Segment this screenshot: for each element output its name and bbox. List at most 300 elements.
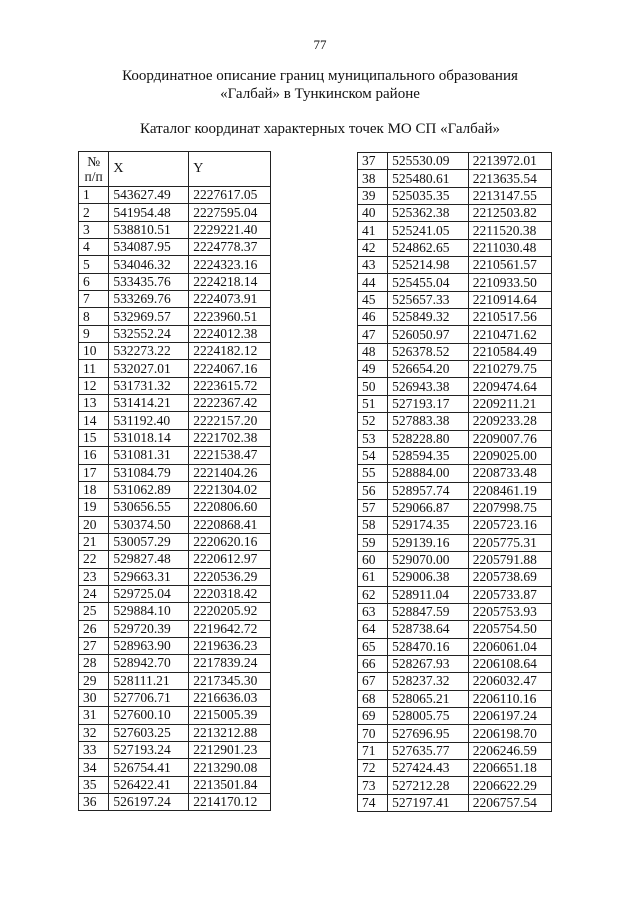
y-coordinate: 2213290.08 xyxy=(189,759,271,776)
x-coordinate: 527600.10 xyxy=(109,707,189,724)
table-row xyxy=(358,187,552,204)
table-row xyxy=(79,273,271,290)
header-number-abbr: п/п xyxy=(84,169,103,184)
x-coordinate: 525035.35 xyxy=(388,187,469,204)
page-number: 77 xyxy=(313,37,327,52)
y-coordinate: 2205754.50 xyxy=(468,621,551,638)
point-number: 32 xyxy=(79,724,109,741)
point-number: 71 xyxy=(358,742,388,759)
table-row xyxy=(79,429,271,446)
y-coordinate: 2209233.28 xyxy=(468,413,551,430)
y-coordinate: 2223960.51 xyxy=(189,308,271,325)
x-coordinate: 528267.93 xyxy=(388,655,469,672)
y-coordinate: 2209007.76 xyxy=(468,430,551,447)
point-number: 13 xyxy=(79,395,109,412)
point-number: 1 xyxy=(79,187,109,204)
point-number: 25 xyxy=(79,603,109,620)
y-coordinate: 2214170.12 xyxy=(189,794,271,811)
table-row xyxy=(79,291,271,308)
y-coordinate: 2205723.16 xyxy=(468,517,551,534)
coordinates-table-right xyxy=(357,152,552,812)
y-coordinate: 2213972.01 xyxy=(468,153,551,170)
x-coordinate: 528963.90 xyxy=(109,637,189,654)
x-coordinate: 532027.01 xyxy=(109,360,189,377)
table-row xyxy=(358,291,552,308)
y-coordinate: 2208461.19 xyxy=(468,482,551,499)
x-coordinate: 528111.21 xyxy=(109,672,189,689)
point-number: 6 xyxy=(79,273,109,290)
y-coordinate: 2215005.39 xyxy=(189,707,271,724)
point-number: 39 xyxy=(358,187,388,204)
table-row xyxy=(358,517,552,534)
x-coordinate: 527197.41 xyxy=(388,794,469,811)
y-coordinate: 2210914.64 xyxy=(468,291,551,308)
x-coordinate: 529070.00 xyxy=(388,551,469,568)
y-coordinate: 2210933.50 xyxy=(468,274,551,291)
x-coordinate: 534046.32 xyxy=(109,256,189,273)
point-number: 4 xyxy=(79,239,109,256)
x-coordinate: 528594.35 xyxy=(388,447,469,464)
y-coordinate: 2210279.75 xyxy=(468,361,551,378)
y-coordinate: 2227617.05 xyxy=(189,187,271,204)
table-row xyxy=(79,377,271,394)
x-coordinate: 529884.10 xyxy=(109,603,189,620)
table-row xyxy=(358,551,552,568)
point-number: 37 xyxy=(358,153,388,170)
x-coordinate: 528738.64 xyxy=(388,621,469,638)
y-coordinate: 2206246.59 xyxy=(468,742,551,759)
point-number: 15 xyxy=(79,429,109,446)
x-coordinate: 528065.21 xyxy=(388,690,469,707)
x-coordinate: 538810.51 xyxy=(109,221,189,238)
y-coordinate: 2219642.72 xyxy=(189,620,271,637)
table-row xyxy=(79,689,271,706)
y-coordinate: 2213501.84 xyxy=(189,776,271,793)
table-row xyxy=(358,499,552,516)
table-row xyxy=(358,170,552,187)
y-coordinate: 2224067.16 xyxy=(189,360,271,377)
point-number: 33 xyxy=(79,742,109,759)
table-row xyxy=(358,708,552,725)
y-coordinate: 2206757.54 xyxy=(468,794,551,811)
table-row xyxy=(79,637,271,654)
y-coordinate: 2208733.48 xyxy=(468,465,551,482)
point-number: 31 xyxy=(79,707,109,724)
point-number: 36 xyxy=(79,794,109,811)
table-row xyxy=(79,221,271,238)
y-coordinate: 2206032.47 xyxy=(468,673,551,690)
y-coordinate: 2220612.97 xyxy=(189,551,271,568)
header-number xyxy=(79,152,109,187)
table-row xyxy=(79,256,271,273)
point-number: 47 xyxy=(358,326,388,343)
point-number: 7 xyxy=(79,291,109,308)
point-number: 54 xyxy=(358,447,388,464)
x-coordinate: 527696.95 xyxy=(388,725,469,742)
y-coordinate: 2224218.14 xyxy=(189,273,271,290)
point-number: 48 xyxy=(358,343,388,360)
point-number: 74 xyxy=(358,794,388,811)
x-coordinate: 525455.04 xyxy=(388,274,469,291)
table-row xyxy=(79,620,271,637)
x-coordinate: 531731.32 xyxy=(109,377,189,394)
point-number: 26 xyxy=(79,620,109,637)
point-number: 52 xyxy=(358,413,388,430)
y-coordinate: 2210584.49 xyxy=(468,343,551,360)
point-number: 45 xyxy=(358,291,388,308)
table-row xyxy=(358,638,552,655)
x-coordinate: 531018.14 xyxy=(109,429,189,446)
x-coordinate: 530057.29 xyxy=(109,533,189,550)
table-row xyxy=(79,759,271,776)
y-coordinate: 2220868.41 xyxy=(189,516,271,533)
header-y: Y xyxy=(189,152,271,187)
y-coordinate: 2207998.75 xyxy=(468,499,551,516)
table-row xyxy=(79,776,271,793)
point-number: 70 xyxy=(358,725,388,742)
point-number: 12 xyxy=(79,377,109,394)
x-coordinate: 528911.04 xyxy=(388,586,469,603)
y-coordinate: 2221304.02 xyxy=(189,481,271,498)
y-coordinate: 2213147.55 xyxy=(468,187,551,204)
table-row xyxy=(79,395,271,412)
y-coordinate: 2220806.60 xyxy=(189,499,271,516)
point-number: 65 xyxy=(358,638,388,655)
y-coordinate: 2221538.47 xyxy=(189,447,271,464)
y-coordinate: 2224778.37 xyxy=(189,239,271,256)
table-row xyxy=(358,430,552,447)
x-coordinate: 528957.74 xyxy=(388,482,469,499)
y-coordinate: 2210517.56 xyxy=(468,309,551,326)
x-coordinate: 529725.04 xyxy=(109,585,189,602)
point-number: 17 xyxy=(79,464,109,481)
point-number: 27 xyxy=(79,637,109,654)
y-coordinate: 2206198.70 xyxy=(468,725,551,742)
x-coordinate: 529827.48 xyxy=(109,551,189,568)
y-coordinate: 2212503.82 xyxy=(468,205,551,222)
x-coordinate: 530656.55 xyxy=(109,499,189,516)
y-coordinate: 2217345.30 xyxy=(189,672,271,689)
x-coordinate: 528942.70 xyxy=(109,655,189,672)
y-coordinate: 2205738.69 xyxy=(468,569,551,586)
table-row xyxy=(79,412,271,429)
table-row xyxy=(79,672,271,689)
point-number: 30 xyxy=(79,689,109,706)
table-row xyxy=(358,655,552,672)
x-coordinate: 525657.33 xyxy=(388,291,469,308)
x-coordinate: 531062.89 xyxy=(109,481,189,498)
point-number: 40 xyxy=(358,205,388,222)
x-coordinate: 528884.00 xyxy=(388,465,469,482)
point-number: 57 xyxy=(358,499,388,516)
table-row xyxy=(358,257,552,274)
table-row xyxy=(79,499,271,516)
x-coordinate: 526378.52 xyxy=(388,343,469,360)
x-coordinate: 529139.16 xyxy=(388,534,469,551)
point-number: 9 xyxy=(79,325,109,342)
point-number: 5 xyxy=(79,256,109,273)
x-coordinate: 533435.76 xyxy=(109,273,189,290)
table-row xyxy=(358,343,552,360)
x-coordinate: 526654.20 xyxy=(388,361,469,378)
table-row xyxy=(358,586,552,603)
x-coordinate: 533269.76 xyxy=(109,291,189,308)
table-row xyxy=(79,464,271,481)
table-row xyxy=(79,343,271,360)
x-coordinate: 525849.32 xyxy=(388,309,469,326)
x-coordinate: 531192.40 xyxy=(109,412,189,429)
y-coordinate: 2213212.88 xyxy=(189,724,271,741)
x-coordinate: 527193.17 xyxy=(388,395,469,412)
table-row xyxy=(358,690,552,707)
table-row xyxy=(358,603,552,620)
table-row xyxy=(79,707,271,724)
point-number: 61 xyxy=(358,569,388,586)
table-row xyxy=(79,585,271,602)
table-row xyxy=(79,551,271,568)
y-coordinate: 2205791.88 xyxy=(468,551,551,568)
x-coordinate: 528005.75 xyxy=(388,708,469,725)
table-row xyxy=(358,673,552,690)
x-coordinate: 531414.21 xyxy=(109,395,189,412)
x-coordinate: 531081.31 xyxy=(109,447,189,464)
point-number: 56 xyxy=(358,482,388,499)
y-coordinate: 2220318.42 xyxy=(189,585,271,602)
table-row xyxy=(79,308,271,325)
point-number: 68 xyxy=(358,690,388,707)
table-row xyxy=(358,239,552,256)
x-coordinate: 532552.24 xyxy=(109,325,189,342)
y-coordinate: 2229221.40 xyxy=(189,221,271,238)
table-row xyxy=(358,274,552,291)
x-coordinate: 532969.57 xyxy=(109,308,189,325)
table-row xyxy=(358,309,552,326)
table-row xyxy=(79,794,271,811)
table-row xyxy=(358,361,552,378)
point-number: 24 xyxy=(79,585,109,602)
y-coordinate: 2205775.31 xyxy=(468,534,551,551)
point-number: 49 xyxy=(358,361,388,378)
table-row xyxy=(79,533,271,550)
y-coordinate: 2220205.92 xyxy=(189,603,271,620)
x-coordinate: 527706.71 xyxy=(109,689,189,706)
x-coordinate: 527212.28 xyxy=(388,777,469,794)
table-row xyxy=(358,326,552,343)
x-coordinate: 541954.48 xyxy=(109,204,189,221)
x-coordinate: 527883.38 xyxy=(388,413,469,430)
x-coordinate: 528847.59 xyxy=(388,603,469,620)
x-coordinate: 528228.80 xyxy=(388,430,469,447)
table-row xyxy=(79,516,271,533)
x-coordinate: 530374.50 xyxy=(109,516,189,533)
header-x: X xyxy=(109,152,189,187)
point-number: 62 xyxy=(358,586,388,603)
title-line-2: «Галбай» в Тункинском районе xyxy=(220,86,420,102)
point-number: 53 xyxy=(358,430,388,447)
x-coordinate: 528237.32 xyxy=(388,673,469,690)
x-coordinate: 527193.24 xyxy=(109,742,189,759)
y-coordinate: 2217839.24 xyxy=(189,655,271,672)
table-row xyxy=(79,204,271,221)
x-coordinate: 526422.41 xyxy=(109,776,189,793)
y-coordinate: 2222157.20 xyxy=(189,412,271,429)
x-coordinate: 526050.97 xyxy=(388,326,469,343)
table-row xyxy=(79,603,271,620)
x-coordinate: 526943.38 xyxy=(388,378,469,395)
y-coordinate: 2220536.29 xyxy=(189,568,271,585)
x-coordinate: 525480.61 xyxy=(388,170,469,187)
x-coordinate: 525241.05 xyxy=(388,222,469,239)
table-row xyxy=(358,482,552,499)
point-number: 35 xyxy=(79,776,109,793)
point-number: 23 xyxy=(79,568,109,585)
point-number: 43 xyxy=(358,257,388,274)
catalog-subtitle: Каталог координат характерных точек МО СП «Галбай» xyxy=(140,121,500,137)
point-number: 72 xyxy=(358,760,388,777)
point-number: 60 xyxy=(358,551,388,568)
table-row xyxy=(79,742,271,759)
table-row xyxy=(79,655,271,672)
y-coordinate: 2224012.38 xyxy=(189,325,271,342)
table-row xyxy=(358,777,552,794)
document-title xyxy=(0,67,640,103)
table-row xyxy=(358,378,552,395)
x-coordinate: 529006.38 xyxy=(388,569,469,586)
y-coordinate: 2206110.16 xyxy=(468,690,551,707)
y-coordinate: 2227595.04 xyxy=(189,204,271,221)
table-row xyxy=(79,239,271,256)
point-number: 11 xyxy=(79,360,109,377)
header-number-symbol: № xyxy=(87,154,101,169)
y-coordinate: 2222367.42 xyxy=(189,395,271,412)
y-coordinate: 2216636.03 xyxy=(189,689,271,706)
x-coordinate: 528470.16 xyxy=(388,638,469,655)
point-number: 10 xyxy=(79,343,109,360)
x-coordinate: 525214.98 xyxy=(388,257,469,274)
point-number: 59 xyxy=(358,534,388,551)
y-coordinate: 2205733.87 xyxy=(468,586,551,603)
table-row xyxy=(79,481,271,498)
point-number: 73 xyxy=(358,777,388,794)
point-number: 8 xyxy=(79,308,109,325)
point-number: 28 xyxy=(79,655,109,672)
table-row xyxy=(358,465,552,482)
point-number: 63 xyxy=(358,603,388,620)
y-coordinate: 2224073.91 xyxy=(189,291,271,308)
y-coordinate: 2206622.29 xyxy=(468,777,551,794)
x-coordinate: 526754.41 xyxy=(109,759,189,776)
y-coordinate: 2212901.23 xyxy=(189,742,271,759)
y-coordinate: 2224323.16 xyxy=(189,256,271,273)
point-number: 20 xyxy=(79,516,109,533)
point-number: 42 xyxy=(358,239,388,256)
point-number: 14 xyxy=(79,412,109,429)
table-row xyxy=(358,534,552,551)
x-coordinate: 527635.77 xyxy=(388,742,469,759)
y-coordinate: 2209211.21 xyxy=(468,395,551,412)
table-row xyxy=(358,794,552,811)
table-row xyxy=(358,395,552,412)
point-number: 29 xyxy=(79,672,109,689)
y-coordinate: 2219636.23 xyxy=(189,637,271,654)
table-row xyxy=(358,413,552,430)
y-coordinate: 2206108.64 xyxy=(468,655,551,672)
y-coordinate: 2206651.18 xyxy=(468,760,551,777)
coordinates-table-left xyxy=(78,151,271,811)
table-row xyxy=(358,742,552,759)
point-number: 34 xyxy=(79,759,109,776)
point-number: 44 xyxy=(358,274,388,291)
point-number: 66 xyxy=(358,655,388,672)
x-coordinate: 529663.31 xyxy=(109,568,189,585)
title-line-1: Координатное описание границ муниципального образования xyxy=(122,68,518,84)
x-coordinate: 531084.79 xyxy=(109,464,189,481)
table-row xyxy=(358,153,552,170)
y-coordinate: 2213635.54 xyxy=(468,170,551,187)
table-row xyxy=(358,621,552,638)
x-coordinate: 526197.24 xyxy=(109,794,189,811)
point-number: 51 xyxy=(358,395,388,412)
y-coordinate: 2211030.48 xyxy=(468,239,551,256)
x-coordinate: 543627.49 xyxy=(109,187,189,204)
point-number: 3 xyxy=(79,221,109,238)
table-row xyxy=(358,222,552,239)
table-row xyxy=(79,724,271,741)
point-number: 50 xyxy=(358,378,388,395)
x-coordinate: 527603.25 xyxy=(109,724,189,741)
y-coordinate: 2211520.38 xyxy=(468,222,551,239)
point-number: 67 xyxy=(358,673,388,690)
point-number: 64 xyxy=(358,621,388,638)
x-coordinate: 527424.43 xyxy=(388,760,469,777)
x-coordinate: 524862.65 xyxy=(388,239,469,256)
point-number: 2 xyxy=(79,204,109,221)
point-number: 21 xyxy=(79,533,109,550)
x-coordinate: 529174.35 xyxy=(388,517,469,534)
table-row xyxy=(358,569,552,586)
point-number: 41 xyxy=(358,222,388,239)
x-coordinate: 534087.95 xyxy=(109,239,189,256)
y-coordinate: 2206061.04 xyxy=(468,638,551,655)
table-row xyxy=(358,447,552,464)
y-coordinate: 2210471.62 xyxy=(468,326,551,343)
x-coordinate: 529720.39 xyxy=(109,620,189,637)
point-number: 46 xyxy=(358,309,388,326)
point-number: 18 xyxy=(79,481,109,498)
y-coordinate: 2220620.16 xyxy=(189,533,271,550)
x-coordinate: 532273.22 xyxy=(109,343,189,360)
y-coordinate: 2210561.57 xyxy=(468,257,551,274)
table-row xyxy=(79,360,271,377)
table-row xyxy=(79,187,271,204)
table-row xyxy=(79,447,271,464)
y-coordinate: 2221702.38 xyxy=(189,429,271,446)
x-coordinate: 529066.87 xyxy=(388,499,469,516)
y-coordinate: 2221404.26 xyxy=(189,464,271,481)
point-number: 58 xyxy=(358,517,388,534)
y-coordinate: 2209474.64 xyxy=(468,378,551,395)
x-coordinate: 525530.09 xyxy=(388,153,469,170)
table-row xyxy=(79,325,271,342)
point-number: 22 xyxy=(79,551,109,568)
table-row xyxy=(358,205,552,222)
y-coordinate: 2209025.00 xyxy=(468,447,551,464)
x-coordinate: 525362.38 xyxy=(388,205,469,222)
y-coordinate: 2206197.24 xyxy=(468,708,551,725)
point-number: 69 xyxy=(358,708,388,725)
point-number: 16 xyxy=(79,447,109,464)
table-row xyxy=(358,760,552,777)
